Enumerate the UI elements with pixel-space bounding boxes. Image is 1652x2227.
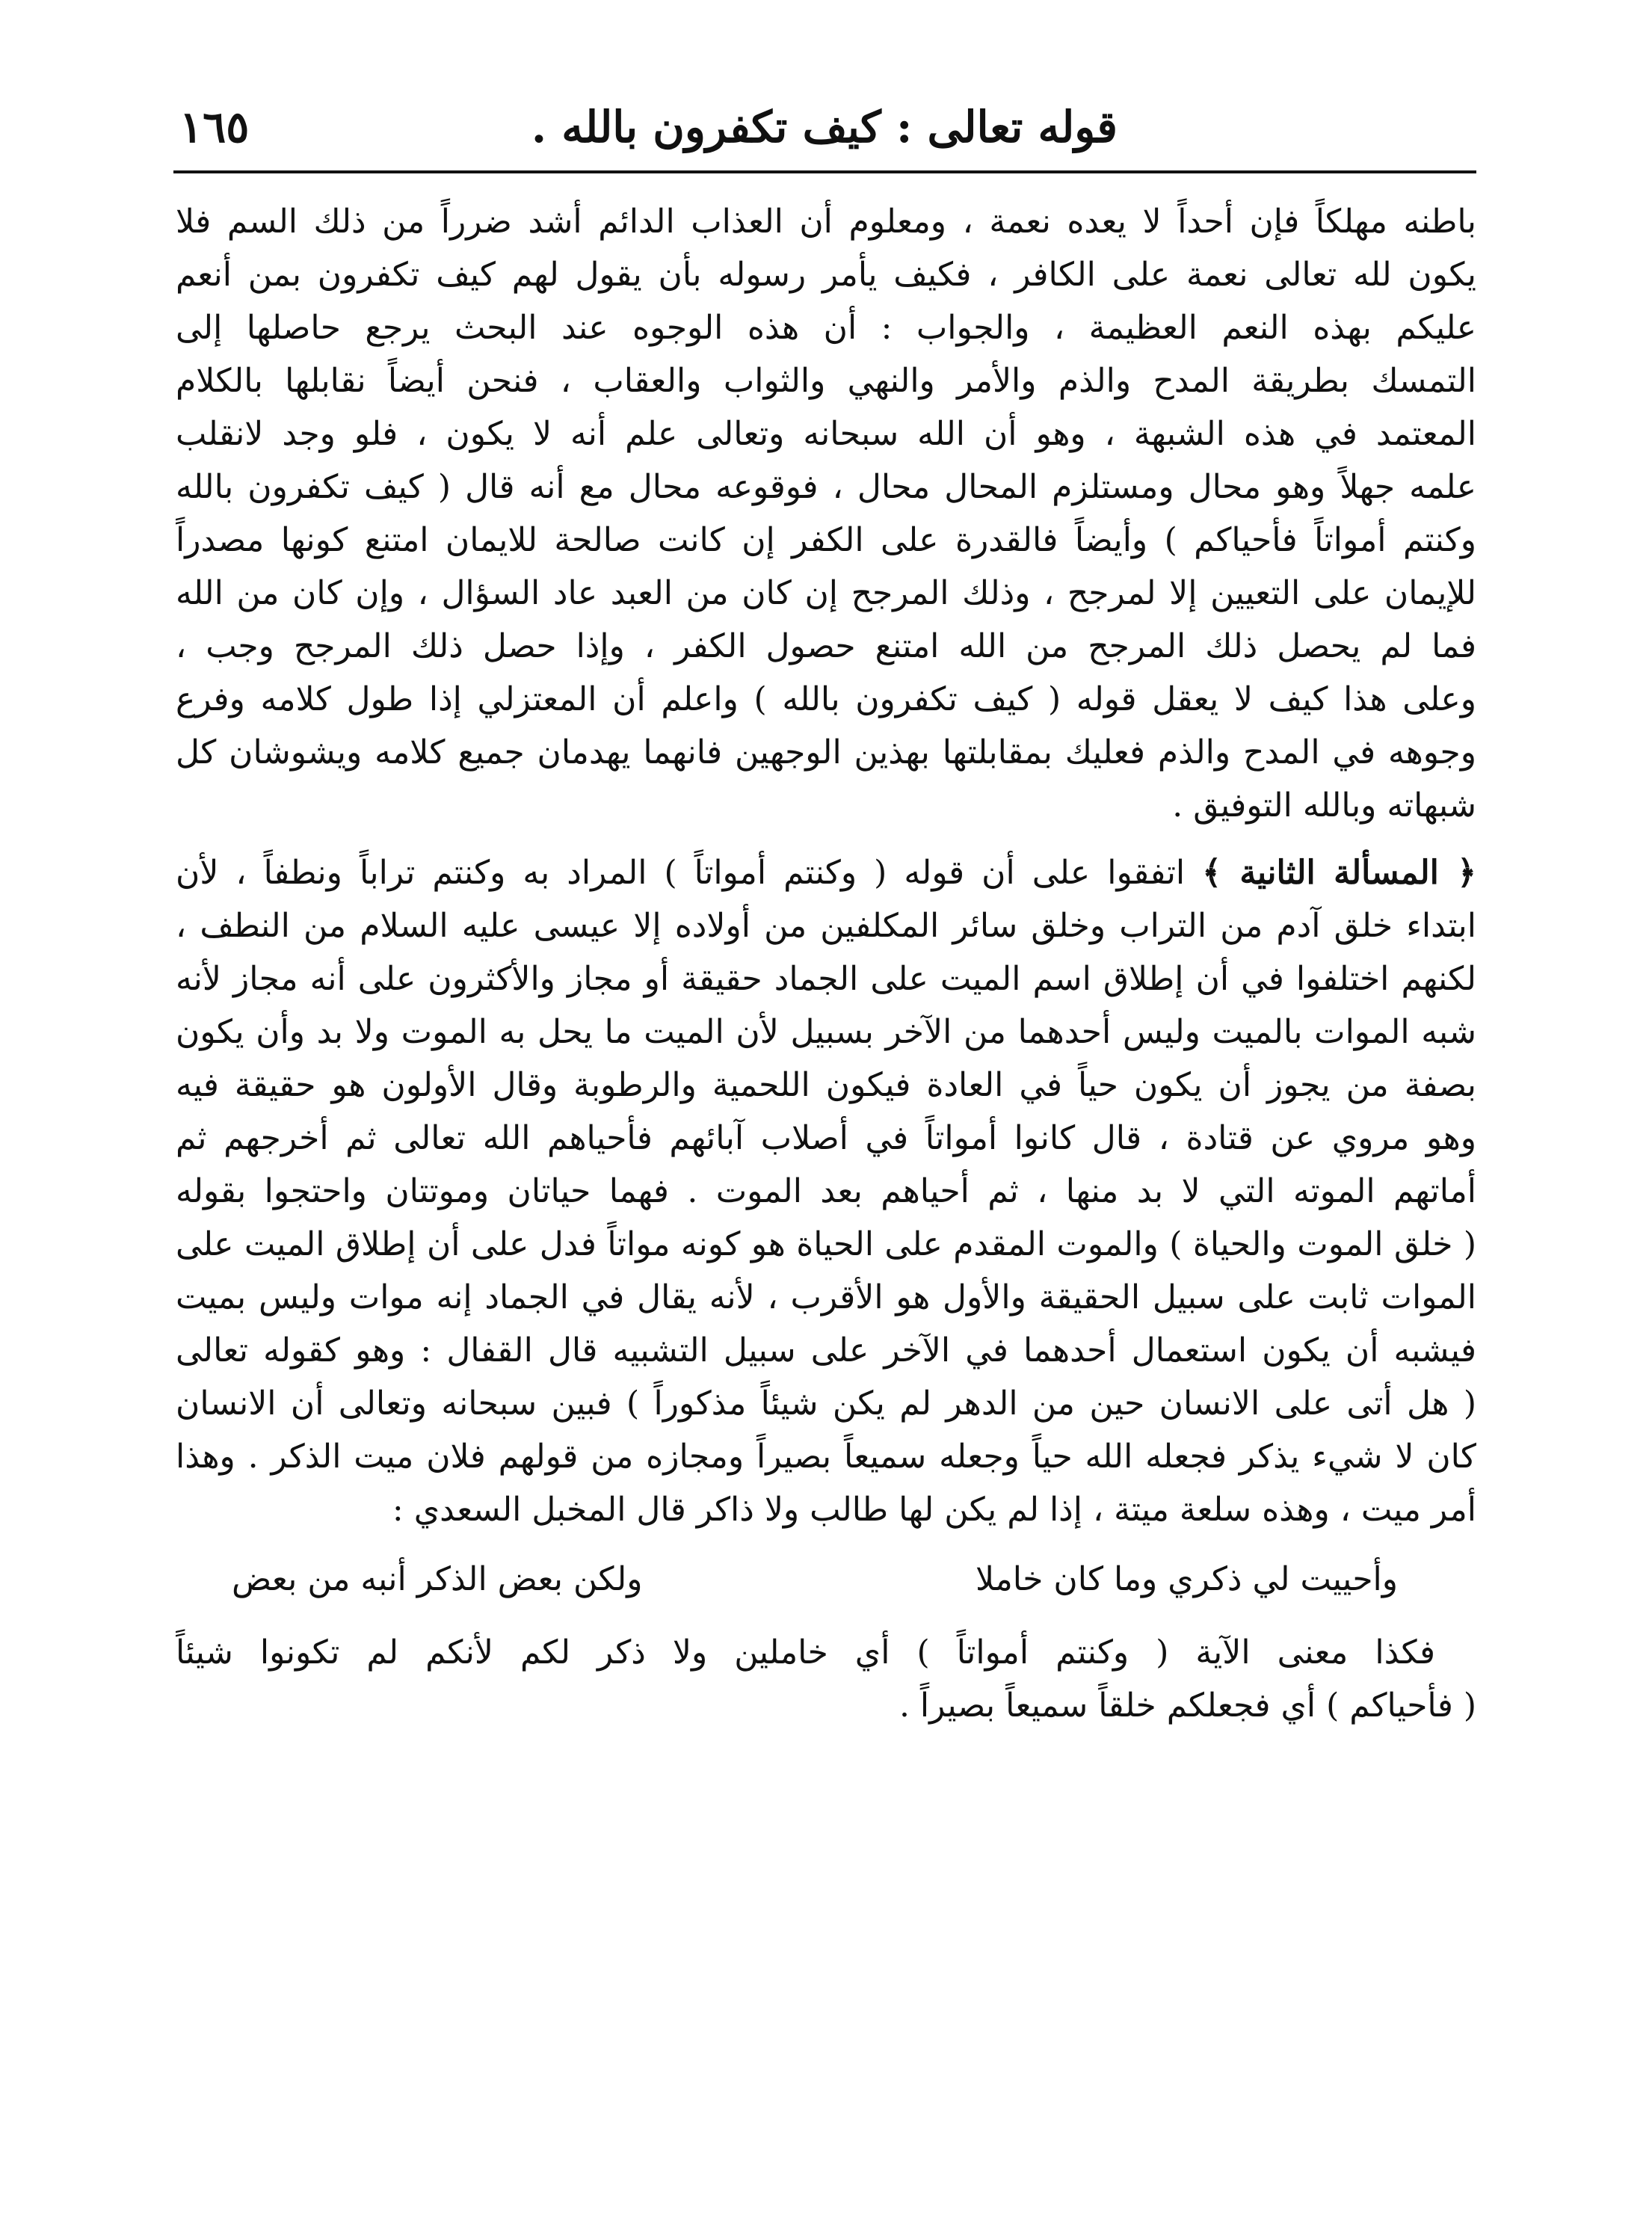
text-line: ابتداء خلق آدم من التراب وخلق سائر المكلفين من أولاده إلا عيسى عليه السلام من النطف ، xyxy=(176,907,1476,945)
text-line: وهو مروي عن قتادة ، قال كانوا أمواتاً في أصلاب آبائهم فأحياهم الله تعالى ثم أخرجهم ثم xyxy=(176,1119,1476,1157)
text-line: للإيمان على التعيين إلا لمرجح ، وذلك المرجح إن كان من العبد عاد السؤال ، وإن كان من الله xyxy=(176,574,1476,612)
text-line: وجوهه في المدح والذم فعليك بمقابلتها بهذين الوجهين فانهما يهدمان جميع كلامه ويشوشان كل xyxy=(176,733,1476,771)
page-number: ١٦٥ xyxy=(179,102,250,153)
text-line: وكنتم أمواتاً فأحياكم ) وأيضاً فالقدرة على الكفر إن كانت صالحة للايمان امتنع كونها مصدراً xyxy=(176,521,1476,559)
text-line: ( فأحياكم ) أي فجعلكم خلقاً سميعاً بصيراً . xyxy=(899,1687,1476,1725)
text-line: فكذا معنى الآية ( وكنتم أمواتاً ) أي خاملين ولا ذكر لكم لأنكم لم تكونوا شيئاً xyxy=(176,1633,1435,1672)
running-title: قوله تعالى : كيف تكفرون بالله . xyxy=(531,102,1118,153)
text-line: الموات ثابت على سبيل الحقيقة والأول هو الأقرب ، لأنه يقال في الجماد إنه موات وليس بميت xyxy=(176,1278,1476,1316)
text-line: ( خلق الموت والحياة ) والموت المقدم على الحياة هو كونه مواتاً فدل على أن إطلاق الميت على xyxy=(176,1225,1476,1263)
page-header xyxy=(172,97,1476,157)
text-line: التمسك بطريقة المدح والذم والأمر والنهي والثواب والعقاب ، فنحن أيضاً نقابلها بالكلام xyxy=(176,362,1476,400)
header-divider xyxy=(173,170,1476,173)
text-line: فما لم يحصل ذلك المرجح من الله امتنع حصول الكفر ، وإذا حصل ذلك المرجح وجب ، xyxy=(176,627,1476,665)
text-line: أماتهم الموته التي لا بد منها ، ثم أحياهم بعد الموت . فهما حياتان وموتتان واحتجوا بقوله xyxy=(176,1172,1476,1210)
section-heading: ﴿ المسألة الثانية ﴾ xyxy=(1202,854,1476,892)
text-line: بصفة من يجوز أن يكون حياً في العادة فيكون اللحمية والرطوبة وقال الأولون هو حقيقة فيه xyxy=(176,1066,1476,1104)
text-line: أمر ميت ، وهذه سلعة ميتة ، إذا لم يكن لها طالب ولا ذاكر قال المخبل السعدي : xyxy=(392,1491,1476,1529)
text-line: المعتمد في هذه الشبهة ، وهو أن الله سبحانه وتعالى علم أنه لا يكون ، فلو وجد لانقلب xyxy=(176,415,1476,453)
section-first-line-text: اتفقوا على أن قوله ( وكنتم أمواتاً ) المراد به وكنتم تراباً ونطفاً ، لأن xyxy=(176,854,1186,892)
verse-first-hemistich: وأحييت لي ذكري وما كان خاملا xyxy=(975,1560,1398,1598)
text-line: يكون لله تعالى نعمة على الكافر ، فكيف يأمر رسوله بأن يقول لهم كيف تكفرون بمن أنعم xyxy=(176,256,1476,294)
verse-second-hemistich: ولكن بعض الذكر أنبه من بعض xyxy=(232,1560,643,1598)
text-line: عليكم بهذه النعم العظيمة ، والجواب : أن هذه الوجوه عند البحث يرجع حاصلها إلى xyxy=(176,309,1476,347)
text-line: علمه جهلاً وهو محال ومستلزم المحال محال ، فوقوعه محال مع أنه قال ( كيف تكفرون بالله xyxy=(176,468,1476,506)
text-line: فيشبه أن يكون استعمال أحدهما في الآخر على سبيل التشبيه قال القفال : وهو كقوله تعالى xyxy=(176,1331,1476,1370)
text-line: كان لا شيء يذكر فجعله الله حياً وجعله سميعاً بصيراً ومجازه من قولهم فلان ميت الذكر . وهذا xyxy=(176,1438,1476,1476)
text-line: لكنهم اختلفوا في أن إطلاق اسم الميت على الجماد حقيقة أو مجاز والأكثرون على أنه مجاز لأنه xyxy=(176,960,1476,998)
section-first-line xyxy=(176,847,1476,899)
text-line: شبه الموات بالميت وليس أحدهما من الآخر بسبيل لأن الميت ما يحل به الموت ولا بد وأن يكون xyxy=(176,1013,1476,1051)
text-line: ( هل أتى على الانسان حين من الدهر لم يكن شيئاً مذكوراً ) فبين سبحانه وتعالى أن الانسان xyxy=(176,1384,1476,1423)
text-line: باطنه مهلكاً فإن أحداً لا يعده نعمة ، ومعلوم أن العذاب الدائم أشد ضرراً من ذلك السم فلا xyxy=(176,203,1476,241)
text-line: وعلى هذا كيف لا يعقل قوله ( كيف تكفرون بالله ) واعلم أن المعتزلي إذا طول كلامه وفرع xyxy=(176,680,1476,718)
text-line: شبهاته وبالله التوفيق . xyxy=(1172,786,1476,825)
